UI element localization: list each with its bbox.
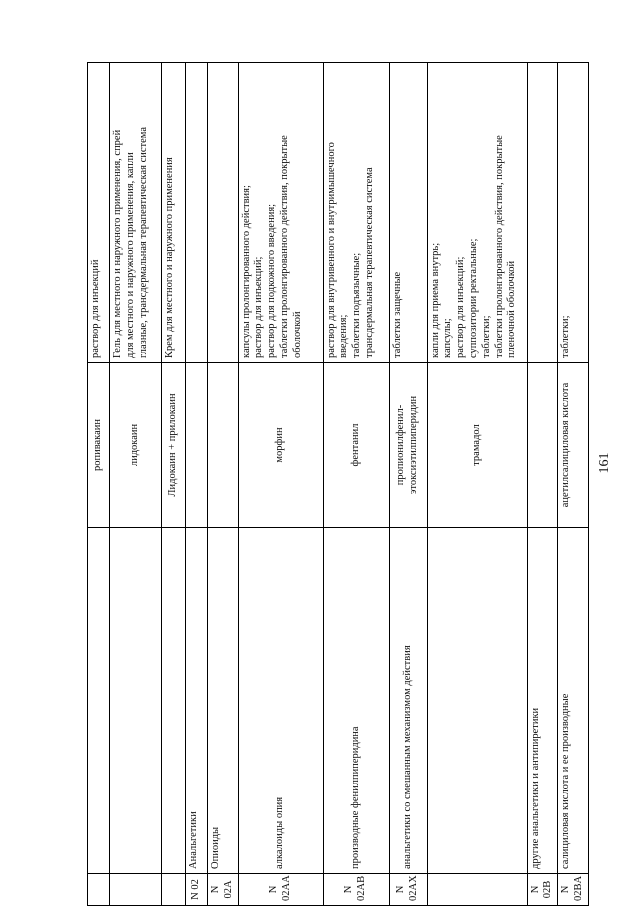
dosage-form-line: Гель для местного и наружного применения, спрей: [112, 129, 123, 358]
group-cell: алкалоиды опия: [238, 528, 323, 874]
atc-code-cell: N 02BA: [558, 874, 589, 906]
group-cell: [427, 528, 527, 874]
dosage-form-line: таблетки пролонгированного действия, покрытые: [493, 135, 505, 358]
atc-code-cell: [162, 874, 186, 906]
dosage-forms-cell: [238, 63, 323, 363]
group-cell: анальгетики со смешанным механизмом действия: [389, 528, 427, 874]
table-row: [208, 63, 239, 906]
table-row: [427, 63, 527, 906]
dosage-form-line: таблетки;: [560, 315, 572, 358]
atc-code-cell: N 02AB: [323, 874, 389, 906]
drug-table: [87, 62, 589, 906]
dosage-form-line: оболочкой: [291, 311, 303, 358]
dosage-form-line: раствор для инъекций;: [455, 256, 467, 358]
dosage-form-line: введения;: [338, 314, 350, 358]
dosage-form-line: таблетки;: [480, 315, 492, 358]
dosage-forms-cell: [110, 63, 162, 363]
table-row: [162, 63, 186, 906]
dosage-form-line: капсулы пролонгированного действия;: [240, 185, 252, 358]
atc-code-cell: [427, 874, 527, 906]
group-cell: [88, 528, 110, 874]
table-row: [110, 63, 162, 906]
dosage-forms-cell: [88, 63, 110, 363]
group-cell: производные фенилпиперидина: [323, 528, 389, 874]
atc-code-cell: [110, 874, 162, 906]
dosage-form-line: капли для приема внутрь;: [429, 242, 441, 358]
dosage-form-line: для местного и наружного применения, капли: [124, 152, 136, 358]
dosage-forms-cell: [389, 63, 427, 363]
group-cell: [162, 528, 186, 874]
drug-name-cell: [527, 363, 558, 528]
page-number: 161: [597, 452, 612, 474]
drug-name-cell: морфин: [238, 363, 323, 528]
rotated-table-container: [87, 63, 584, 906]
drug-name-cell: пропионилфенил-этоксиэтилпиперидин: [389, 363, 427, 528]
group-cell: Опиоиды: [208, 528, 239, 874]
atc-code-cell: N 02B: [527, 874, 558, 906]
drug-name-cell: трамадол: [427, 363, 527, 528]
dosage-form-line: таблетки пролонгированного действия, покрытые: [278, 135, 290, 358]
drug-name-cell: [208, 363, 239, 528]
group-cell: другие анальгетики и антипиретики: [527, 528, 558, 874]
drug-name-cell: лидокаин: [110, 363, 162, 528]
dosage-form-line: таблетки подъязычные;: [351, 252, 363, 358]
dosage-form-line: глазные, трансдермальная терапевтическая система: [137, 126, 149, 358]
dosage-forms-cell: [323, 63, 389, 363]
atc-code-cell: [88, 874, 110, 906]
table-row: [186, 63, 208, 906]
table-row: [527, 63, 558, 906]
table-row: [389, 63, 427, 906]
dosage-form-line: раствор для подкожного введения;: [266, 203, 278, 358]
dosage-form-line: пленочной оболочкой: [506, 260, 518, 358]
dosage-form-line: капсулы;: [442, 318, 454, 358]
dosage-forms-cell: [208, 63, 239, 363]
table-row: [558, 63, 589, 906]
dosage-form-line: раствор для инъекций;: [253, 256, 265, 358]
table-row: [238, 63, 323, 906]
drug-name-cell: [186, 363, 208, 528]
dosage-forms-cell: [186, 63, 208, 363]
dosage-form-line: раствор для инъекций: [90, 259, 101, 358]
table-row: [88, 63, 110, 906]
atc-code-cell: N 02AX: [389, 874, 427, 906]
drug-name-cell: ропивакаин: [88, 363, 110, 528]
dosage-form-line: Крем для местного и наружного применения: [164, 157, 175, 358]
dosage-form-line: раствор для внутривенного и внутримышечного: [325, 142, 337, 358]
dosage-forms-cell: [527, 63, 558, 363]
group-cell: [110, 528, 162, 874]
dosage-forms-cell: [427, 63, 527, 363]
table-row: [323, 63, 389, 906]
drug-name-cell: фентанил: [323, 363, 389, 528]
dosage-form-line: трансдермальная терапевтическая система: [363, 167, 375, 358]
dosage-form-line: таблетки защечные: [391, 271, 403, 358]
dosage-forms-cell: [162, 63, 186, 363]
group-cell: салициловая кислота и ее производные: [558, 528, 589, 874]
drug-name-cell: ацетилсалициловая кислота: [558, 363, 589, 528]
dosage-form-line: суппозитории ректальные;: [467, 238, 479, 358]
group-cell: Анальгетики: [186, 528, 208, 874]
atc-code-cell: N 02: [186, 874, 208, 906]
atc-code-cell: N 02AA: [238, 874, 323, 906]
dosage-forms-cell: [558, 63, 589, 363]
drug-name-cell: Лидокаин + прилокаин: [162, 363, 186, 528]
atc-code-cell: N 02A: [208, 874, 239, 906]
